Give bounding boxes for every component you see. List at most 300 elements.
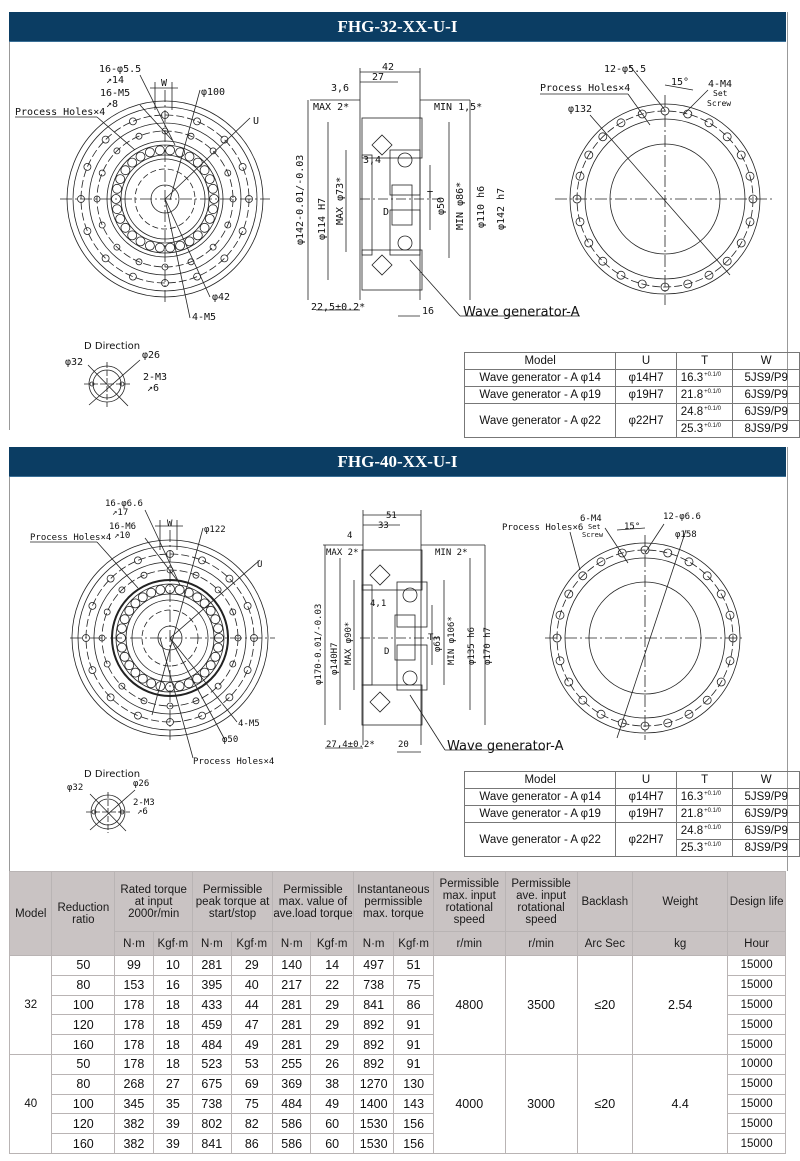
mounting-hole [102, 255, 109, 262]
svg-text:φ132: φ132 [568, 104, 593, 115]
mounting-hole [107, 694, 114, 701]
svg-text:φ158: φ158 [675, 530, 697, 540]
roller [117, 624, 126, 633]
roller [193, 231, 202, 240]
weight-cell: 4.4 [633, 1054, 728, 1153]
rated-kgf-cell: 35 [153, 1094, 192, 1114]
svg-text:Set: Set [588, 523, 601, 531]
svg-text:Process Holes×4: Process Holes×4 [193, 757, 275, 767]
inst-nm-cell: 841 [353, 995, 393, 1015]
wave-generator-callout-40: Wave generator-A [447, 739, 564, 754]
roller [125, 606, 134, 615]
avg-kgf-cell: 29 [311, 1035, 353, 1055]
svg-text:16-M6: 16-M6 [109, 522, 137, 532]
svg-text:φ26: φ26 [142, 350, 161, 361]
life-cell: 15000 [728, 1035, 786, 1055]
roller [155, 243, 164, 252]
d-direction-32-labels [65, 341, 167, 394]
rear-view-40-labels [502, 512, 701, 540]
svg-text:φ50: φ50 [222, 735, 239, 745]
max-speed-cell: 4000 [433, 1054, 505, 1153]
inst-kgf-cell: 51 [394, 956, 433, 976]
rated-nm-cell: 178 [115, 1054, 153, 1074]
model-cell: 40 [10, 1054, 52, 1153]
svg-text:↗14: ↗14 [106, 75, 125, 86]
wave-generator-table-32 [464, 352, 800, 438]
svg-text:4: 4 [347, 531, 353, 541]
svg-text:4-M5: 4-M5 [192, 312, 217, 323]
svg-text:Process Holes×6: Process Holes×6 [502, 523, 584, 533]
max-speed-cell: 4800 [433, 956, 505, 1055]
roller [193, 158, 202, 167]
svg-text:D Direction: D Direction [84, 341, 141, 352]
ave-speed-cell: 3500 [505, 956, 577, 1055]
roller [147, 588, 156, 597]
svg-text:22,5±0.2*: 22,5±0.2* [311, 302, 366, 313]
svg-text:16-M5: 16-M5 [100, 88, 131, 99]
svg-text:φ142 h7: φ142 h7 [496, 187, 507, 230]
avg-nm-cell: 255 [273, 1054, 311, 1074]
rear-hole [703, 572, 711, 580]
threaded-hole [215, 683, 221, 689]
roller [120, 652, 129, 661]
avg-nm-cell: 484 [273, 1094, 311, 1114]
svg-text:MAX 2*: MAX 2* [326, 548, 359, 558]
header-backlash: Backlash [577, 872, 633, 932]
mounting-hole [226, 694, 233, 701]
mounting-hole [84, 228, 91, 235]
svg-text:33: 33 [378, 521, 389, 531]
table-header-row: Model U T W [465, 353, 800, 370]
life-cell: 15000 [728, 1074, 786, 1094]
svg-text:φ122: φ122 [204, 525, 226, 535]
svg-text:φ42: φ42 [212, 292, 231, 303]
wave-generator-table-40 [464, 771, 800, 857]
avg-kgf-cell: 26 [311, 1054, 353, 1074]
roller [121, 166, 130, 175]
svg-text:φ100: φ100 [201, 87, 226, 98]
mounting-hole [244, 602, 251, 609]
table-header-row: Model U T W [465, 772, 800, 789]
inst-kgf-cell: 143 [394, 1094, 433, 1114]
svg-text:D: D [384, 647, 390, 657]
inst-kgf-cell: 130 [394, 1074, 433, 1094]
mounting-hole [107, 575, 114, 582]
mounting-hole [194, 118, 201, 125]
rear-view-32-labels [540, 64, 732, 115]
header-model: Model [10, 872, 52, 956]
inst-kgf-cell: 91 [394, 1015, 433, 1035]
inst-nm-cell: 892 [353, 1054, 393, 1074]
roller [206, 661, 215, 670]
avg-kgf-cell: 60 [311, 1134, 353, 1154]
inst-nm-cell: 738 [353, 975, 393, 995]
roller [117, 643, 126, 652]
rated-kgf-cell: 18 [153, 1035, 192, 1055]
rear-view-40 [545, 524, 745, 740]
roller [175, 682, 184, 691]
mounting-hole [199, 557, 206, 564]
ratio-cell: 120 [52, 1015, 115, 1035]
mounting-hole [89, 667, 96, 674]
d-direction-40-labels [67, 769, 155, 817]
avg-nm-cell: 586 [273, 1134, 311, 1154]
avg-nm-cell: 281 [273, 995, 311, 1015]
ratio-cell: 80 [52, 975, 115, 995]
roller [116, 214, 125, 223]
ratio-cell: 160 [52, 1035, 115, 1055]
mounting-hole [84, 163, 91, 170]
peak-kgf-cell: 82 [231, 1114, 272, 1134]
rear-hole [556, 657, 564, 665]
rear-hole [617, 271, 625, 279]
roller [120, 615, 129, 624]
rear-hole [597, 710, 605, 718]
svg-text:16: 16 [422, 306, 435, 317]
rated-nm-cell: 382 [115, 1134, 153, 1154]
roller [145, 241, 154, 250]
life-cell: 15000 [728, 1114, 786, 1134]
peak-kgf-cell: 49 [231, 1035, 272, 1055]
inst-kgf-cell: 156 [394, 1114, 433, 1134]
roller [176, 241, 185, 250]
mounting-hole [129, 273, 136, 280]
roller [128, 231, 137, 240]
rated-nm-cell: 99 [115, 956, 153, 976]
peak-nm-cell: 459 [193, 1015, 231, 1035]
peak-nm-cell: 433 [193, 995, 231, 1015]
roller [113, 184, 122, 193]
life-cell: 15000 [728, 1094, 786, 1114]
ratio-cell: 80 [52, 1074, 115, 1094]
roller [185, 152, 194, 161]
rear-hole [664, 549, 672, 557]
svg-text:2-M3: 2-M3 [133, 798, 155, 808]
d-direction-32 [84, 360, 140, 407]
rear-hole [576, 218, 584, 226]
rated-nm-cell: 268 [115, 1074, 153, 1094]
peak-nm-cell: 738 [193, 1094, 231, 1114]
table-row: $25.3^{+0.1/0}$ 8JS9/P9 [465, 421, 800, 438]
peak-kgf-cell: 75 [231, 1094, 272, 1114]
rear-hole [565, 678, 573, 686]
peak-kgf-cell: 47 [231, 1015, 272, 1035]
svg-text:MAX 2*: MAX 2* [313, 102, 350, 113]
roller [155, 146, 164, 155]
mounting-hole [134, 557, 141, 564]
svg-text:4-M5: 4-M5 [238, 719, 260, 729]
rated-nm-cell: 178 [115, 1015, 153, 1035]
roller [211, 652, 220, 661]
roller [208, 184, 217, 193]
svg-text:↗6: ↗6 [147, 383, 160, 394]
peak-nm-cell: 395 [193, 975, 231, 995]
svg-text:W: W [167, 519, 173, 529]
avg-kgf-cell: 22 [311, 975, 353, 995]
rated-nm-cell: 153 [115, 975, 153, 995]
life-cell: 15000 [728, 1015, 786, 1035]
svg-text:U: U [253, 116, 260, 127]
rated-nm-cell: 178 [115, 1035, 153, 1055]
svg-text:φ63: φ63 [433, 635, 443, 652]
svg-text:MIN 1,5*: MIN 1,5* [434, 102, 483, 113]
inst-nm-cell: 497 [353, 956, 393, 976]
rated-kgf-cell: 39 [153, 1114, 192, 1134]
inst-kgf-cell: 156 [394, 1134, 433, 1154]
svg-text:Screw: Screw [582, 531, 604, 539]
rated-kgf-cell: 16 [153, 975, 192, 995]
roller [205, 175, 214, 184]
header-peak-torque: Permissible peak torque at start/stop [193, 872, 273, 932]
avg-nm-cell: 217 [273, 975, 311, 995]
svg-text:16-φ6.6: 16-φ6.6 [105, 499, 143, 509]
svg-text:15°: 15° [624, 522, 641, 532]
rear-hole [705, 119, 713, 127]
rated-kgf-cell: 18 [153, 1015, 192, 1035]
section-32-title: FHG-32-XX-U-I [9, 12, 786, 42]
rated-kgf-cell: 18 [153, 995, 192, 1015]
rear-hole [717, 590, 725, 598]
roller [136, 152, 145, 161]
svg-text:φ140H7: φ140H7 [330, 642, 340, 675]
ratio-cell: 50 [52, 956, 115, 976]
svg-text:φ135 h6: φ135 h6 [467, 627, 477, 665]
avg-nm-cell: 586 [273, 1114, 311, 1134]
section-40-title: FHG-40-XX-U-I [9, 447, 786, 477]
svg-text:D: D [383, 207, 390, 218]
svg-text:φ170 h7: φ170 h7 [483, 627, 493, 665]
svg-text:42: 42 [382, 62, 395, 73]
roller [214, 643, 223, 652]
avg-kgf-cell: 60 [311, 1114, 353, 1134]
svg-text:D Direction: D Direction [84, 769, 141, 780]
svg-text:φ32: φ32 [67, 783, 84, 793]
svg-text:T: T [428, 633, 434, 643]
roller [166, 146, 175, 155]
roller [200, 223, 209, 232]
table-row: Wave generator - A φ14 φ14H7 $16.3^{+0.1/0}$ 5JS9/P9 [465, 370, 800, 387]
svg-text:φ110 h6: φ110 h6 [476, 185, 487, 228]
roller [128, 158, 137, 167]
mounting-hole [129, 118, 136, 125]
roller [138, 674, 147, 683]
peak-nm-cell: 484 [193, 1035, 231, 1055]
model-cell: 32 [10, 956, 52, 1055]
roller [131, 599, 140, 608]
peak-kgf-cell: 44 [231, 995, 272, 1015]
header-ave-speed: Permissible ave. input rotational speed [505, 872, 577, 932]
avg-kgf-cell: 29 [311, 995, 353, 1015]
header-weight: Weight [633, 872, 728, 932]
inst-kgf-cell: 86 [394, 995, 433, 1015]
svg-text:16-φ5.5: 16-φ5.5 [99, 64, 142, 75]
weight-cell: 2.54 [633, 956, 728, 1055]
table-row [10, 1054, 786, 1074]
peak-kgf-cell: 29 [231, 956, 272, 976]
svg-text:MAX φ73*: MAX φ73* [335, 176, 346, 225]
rated-kgf-cell: 10 [153, 956, 192, 976]
mounting-hole [199, 712, 206, 719]
roller [113, 205, 122, 214]
svg-text:6-M4: 6-M4 [580, 514, 602, 524]
mounting-hole [239, 163, 246, 170]
mounting-hole [89, 602, 96, 609]
svg-text:Screw: Screw [707, 99, 732, 108]
side-view-40 [323, 510, 545, 752]
avg-nm-cell: 281 [273, 1015, 311, 1035]
mounting-hole [226, 575, 233, 582]
svg-text:MIN φ86*: MIN φ86* [455, 181, 466, 230]
roller [211, 615, 220, 624]
mounting-hole [239, 228, 246, 235]
peak-nm-cell: 841 [193, 1134, 231, 1154]
svg-text:2-M3: 2-M3 [143, 372, 168, 383]
rated-nm-cell: 382 [115, 1114, 153, 1134]
peak-kgf-cell: 53 [231, 1054, 272, 1074]
svg-text:φ142-0.01/-0.03: φ142-0.01/-0.03 [295, 154, 306, 245]
rear-view-32 [540, 66, 775, 305]
roller [205, 214, 214, 223]
table-row: Wave generator - A φ22 φ22H7 $24.8^{+0.1/0}$ 6JS9/P9 [465, 823, 800, 840]
header-ratio: Reduction ratio [52, 872, 115, 956]
inst-nm-cell: 1400 [353, 1094, 393, 1114]
mounting-hole [134, 712, 141, 719]
roller [116, 175, 125, 184]
threaded-hole [104, 661, 110, 667]
threaded-hole [215, 587, 221, 593]
avg-kgf-cell: 29 [311, 1015, 353, 1035]
side-view-40-labels [314, 511, 493, 750]
rear-hole [737, 151, 745, 159]
svg-text:12-φ5.5: 12-φ5.5 [604, 64, 647, 75]
roller [138, 593, 147, 602]
rear-hole [685, 558, 693, 566]
table-row: Wave generator - A φ19 φ19H7 $21.8^{+0.1/0}$ 6JS9/P9 [465, 387, 800, 404]
svg-text:4-M4: 4-M4 [708, 79, 733, 90]
roller [193, 593, 202, 602]
spec-unit-row: N·m Kgf·m N·m Kgf·m N·m Kgf·m N·m Kgf·m r/min r/min Arc Sec kg Hour [10, 932, 786, 956]
roller [145, 148, 154, 157]
peak-nm-cell: 281 [193, 956, 231, 976]
svg-text:Process Holes×4: Process Holes×4 [15, 107, 106, 118]
inst-kgf-cell: 91 [394, 1054, 433, 1074]
rear-hole [599, 257, 607, 265]
ratio-cell: 120 [52, 1114, 115, 1134]
svg-text:↗10: ↗10 [114, 531, 131, 541]
life-cell: 10000 [728, 1054, 786, 1074]
svg-text:W: W [161, 78, 168, 89]
header-rated-torque: Rated torque at input 2000r/min [115, 872, 193, 932]
threaded-hole [104, 609, 110, 615]
roller [200, 166, 209, 175]
rated-kgf-cell: 18 [153, 1054, 192, 1074]
inst-kgf-cell: 75 [394, 975, 433, 995]
rear-hole [723, 133, 731, 141]
inst-nm-cell: 892 [353, 1035, 393, 1055]
svg-text:Set: Set [713, 89, 728, 98]
spec-header-row [10, 872, 786, 932]
avg-nm-cell: 281 [273, 1035, 311, 1055]
svg-text:Process Holes×4: Process Holes×4 [30, 533, 112, 543]
life-cell: 15000 [728, 1134, 786, 1154]
avg-nm-cell: 369 [273, 1074, 311, 1094]
roller [125, 661, 134, 670]
mounting-hole [102, 136, 109, 143]
svg-text:15°: 15° [671, 77, 690, 88]
svg-text:51: 51 [386, 511, 397, 521]
roller [147, 679, 156, 688]
svg-text:↗17: ↗17 [112, 508, 129, 518]
table-row: Wave generator - A φ14 φ14H7 $16.3^{+0.1/0}$ 5JS9/P9 [465, 789, 800, 806]
svg-text:MAX φ90*: MAX φ90* [344, 621, 354, 665]
rear-hole [684, 110, 692, 118]
mounting-hole [221, 255, 228, 262]
ratio-cell: 100 [52, 995, 115, 1015]
svg-text:4,1: 4,1 [370, 599, 387, 609]
peak-nm-cell: 675 [193, 1074, 231, 1094]
inst-kgf-cell: 91 [394, 1035, 433, 1055]
svg-text:U: U [257, 560, 263, 570]
svg-text:φ26: φ26 [133, 779, 150, 789]
roller [200, 668, 209, 677]
header-life: Design life [728, 872, 786, 932]
rated-kgf-cell: 39 [153, 1134, 192, 1154]
roller [175, 585, 184, 594]
roller [208, 205, 217, 214]
peak-nm-cell: 802 [193, 1114, 231, 1134]
ratio-cell: 50 [52, 1054, 115, 1074]
roller [214, 624, 223, 633]
d-direction-40 [86, 790, 135, 833]
svg-text:MIN 2*: MIN 2* [435, 548, 468, 558]
header-instant-torque: Instantaneous permissible max. torque [353, 872, 433, 932]
roller [131, 668, 140, 677]
life-cell: 15000 [728, 995, 786, 1015]
inst-nm-cell: 892 [353, 1015, 393, 1035]
life-cell: 15000 [728, 956, 786, 976]
inst-nm-cell: 1530 [353, 1134, 393, 1154]
inst-nm-cell: 1530 [353, 1114, 393, 1134]
roller [121, 223, 130, 232]
svg-text:φ32: φ32 [65, 357, 84, 368]
roller [166, 243, 175, 252]
threaded-hole [99, 222, 105, 228]
avg-kgf-cell: 14 [311, 956, 353, 976]
threaded-hole [210, 244, 216, 250]
svg-text:φ114 H7: φ114 H7 [317, 197, 328, 240]
roller [156, 585, 165, 594]
backlash-cell: ≤20 [577, 956, 633, 1055]
specification-table [9, 871, 786, 1154]
avg-kgf-cell: 49 [311, 1094, 353, 1114]
svg-text:MIN φ106*: MIN φ106* [447, 616, 457, 665]
svg-text:↗6: ↗6 [137, 807, 148, 817]
svg-text:3,6: 3,6 [331, 83, 350, 94]
backlash-cell: ≤20 [577, 1054, 633, 1153]
svg-text:27,4±0.2*: 27,4±0.2* [326, 740, 375, 750]
roller [206, 606, 215, 615]
header-max-speed: Permissible max. input rotational speed [433, 872, 505, 932]
roller [200, 599, 209, 608]
svg-text:3,4: 3,4 [363, 155, 382, 166]
rear-hole [579, 696, 587, 704]
peak-kgf-cell: 69 [231, 1074, 272, 1094]
svg-text:φ50: φ50 [436, 196, 447, 215]
mounting-hole [244, 667, 251, 674]
svg-text:Process Holes×4: Process Holes×4 [540, 83, 631, 94]
ave-speed-cell: 3000 [505, 1054, 577, 1153]
svg-text:↗8: ↗8 [106, 99, 119, 110]
